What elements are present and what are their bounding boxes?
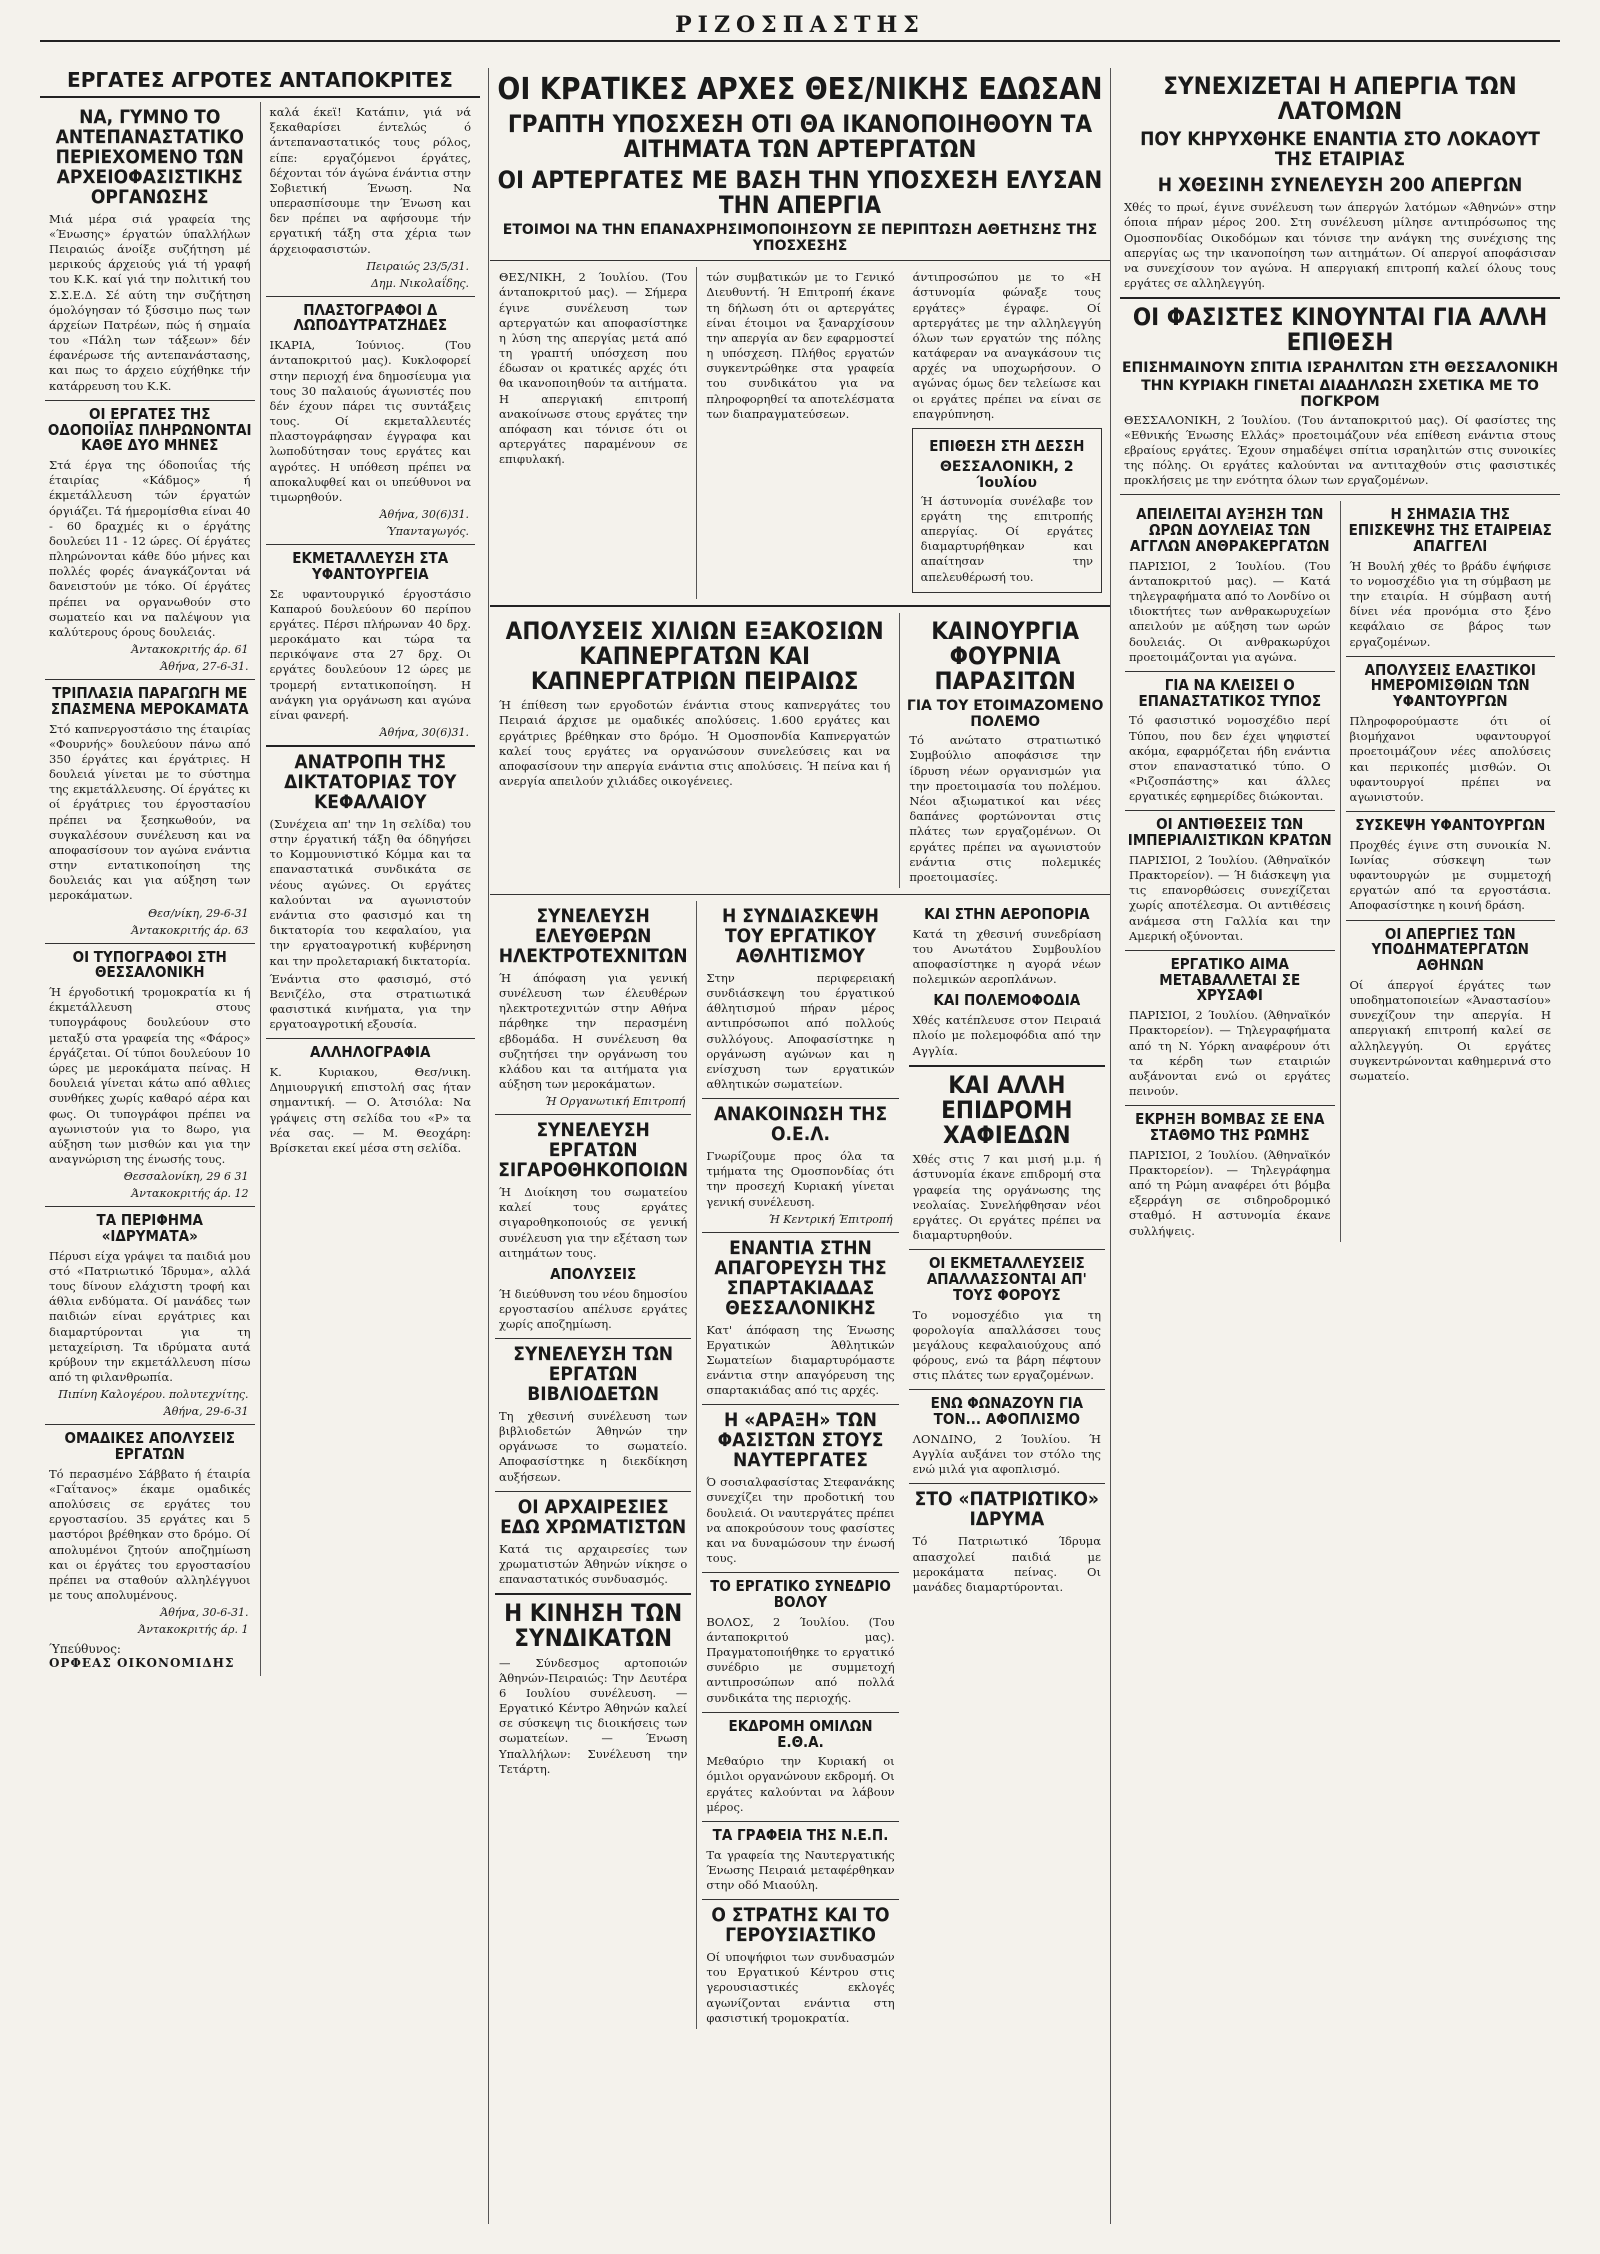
article-date: Θεσσαλονίκη, 29 6 31	[123, 1170, 249, 1184]
divider	[1125, 1105, 1335, 1106]
article-date: Θεσ/νίκη, 29-6-31	[148, 906, 249, 920]
article-body: Ή διεύθυνση του νέου δημοσίου εργοστασίου απέλυσε εργάτες χωρίς αποζημίωση.	[499, 1286, 688, 1331]
article-signature: Πειραιώς 23/5/31.	[366, 259, 469, 273]
article-body: Πέρυσι είχα γράψει τα παιδιά μου στό «Πατριωτικό Ίδρυμα», αλλά τους δίνουν ελάχιστη τροφή και άθλια ενδύματα. Οί μανάδες των παιδιών είναι εργάτριες και διαμαρτύρονται για τη μεταχείριση. Τα ιδρύματα αυτά κρύβουν την εκμετάλλευση πίσω από τη φιλανθρωπία.	[49, 1248, 251, 1385]
article-body: Στην περιφερειακή συνδιάσκεψη του έργατικού άθλητισμού πήραν μέρος αντιπρόσωποι από πολλούς συλλόγους. Αποφασίστηκε η οργάνωση αγώνων και η ενίσχυση των εργατικών αθλητικών σωματείων.	[706, 970, 895, 1092]
divider	[490, 894, 1110, 895]
article-date: Άθήνα, 30(6)31.	[379, 726, 469, 740]
article-author: Ύπανταγωγός.	[385, 525, 469, 539]
lead-headline-3: ΟΙ ΑΡΤΕΡΓΑΤΕΣ ΜΕ ΒΑΣΗ ΤΗΝ ΥΠΟΣΧΕΣΗ ΕΛΥΣΑΝ ΤΗΝ ΑΠΕΡΓΙΑ	[497, 165, 1103, 220]
divider	[1346, 920, 1556, 921]
article-headline: ΑΝΑΚΟΙΝΩΣΗ ΤΗΣ Ο.Ε.Λ.	[713, 1103, 888, 1146]
article-headline: ΚΑΙΝΟΥΡΓΙΑ ΦΟΥΡΝΙΑ ΠΑΡΑΣΙΤΩΝ	[931, 616, 1080, 696]
article-headline: ΤΑ ΠΕΡΙΦΗΜΑ «ΙΔΡΥΜΑΤΑ»	[96, 1211, 203, 1245]
article-body: Οί υποψήφιοι των συνδυασμών του Εργατικού Κέντρου στις γερουσιαστικές εκλογές αγωνίζονται ενάντια στη φασιστική τρομοκρατία.	[706, 1950, 895, 2025]
article-headline: ΕΡΓΑΤΙΚΟ ΑΙΜΑ ΜΕΤΑΒΑΛΛΕΤΑΙ ΣΕ ΧΡΥΣΑΦΙ	[1159, 954, 1301, 1005]
article-body: Ή έπίθεση των εργοδοτών ένάντια στους καπνεργάτες του Πειραιά άρχισε με ομαδικές απολύσεις. 1.600 εργάτες και εργάτριες βρέθηκαν στο δρόμο. Ή Ομοσπονδία Καπνεργατών καλεί τους εργάτες να οργανώσουν συνελεύσεις και να αποφασίσουν την απεργία ενάντια στις απολύσεις. Ή πείνα και ή ανεργία απειλούν χιλιάδες οικογένειες.	[499, 698, 891, 789]
article-body: Τό Πατριωτικό Ίδρυμα απασχολεί παιδιά με μεροκάματα πείνας. Οι μανάδες διαμαρτύρονται.	[912, 1534, 1101, 1594]
divider	[495, 1491, 691, 1492]
article-headline: ΟΙ ΑΠΕΡΓΙΕΣ ΤΩΝ ΥΠΟΔΗΜΑΤΕΡΓΑΤΩΝ ΑΘΗΝΩΝ	[1371, 924, 1529, 975]
article-headline: ΑΠΕΙΛΕΙΤΑΙ ΑΥΞΗΣΗ ΤΩΝ ΩΡΩΝ ΔΟΥΛΕΙΑΣ ΤΩΝ ΑΓΓΛΩΝ ΑΝΘΡΑΚΕΡΓΑΤΩΝ	[1129, 505, 1330, 555]
center-row-1	[490, 613, 1110, 888]
article-body: Μεθαύριο την Κυριακή οι όμιλοι οργανώνουν εκδρομή. Οι εργάτες καλούνται να λάβουν μέρος.	[706, 1754, 895, 1814]
masthead-rule	[40, 40, 1560, 42]
article-headline: ΚΑΙ ΑΛΛΗ ΕΠΙΔΡΟΜΗ ΧΑΦΙΕΔΩΝ	[941, 1070, 1073, 1150]
divider	[702, 1899, 898, 1900]
divider	[266, 745, 476, 747]
article-author: Πιπίνη Καλογέρου. πολυτεχνίτης.	[58, 1388, 249, 1402]
article-headline: ΟΙ ΑΝΤΙΘΕΣΕΙΣ ΤΩΝ ΙΜΠΕΡΙΑΛΙΣΤΙΚΩΝ ΚΡΑΤΩΝ	[1127, 815, 1332, 850]
article-headline: ΤΡΙΠΛΑΣΙΑ ΠΑΡΑΓΩΓΗ ΜΕ ΣΠΑΣΜΕΝΑ ΜΕΡΟΚΑΜΑΤΑ	[50, 684, 249, 718]
divider	[1346, 811, 1556, 812]
article-headline: ΕΚΜΕΤΑΛΛΕΥΣΗ ΣΤΑ ΥΦΑΝΤΟΥΡΓΕΙΑ	[292, 549, 449, 583]
article-signature: Άντακοκριτής άρ. 12	[131, 1187, 249, 1201]
article-headline: ΑΛΛΗΛΟΓΡΑΦΙΑ	[310, 1043, 431, 1062]
article-body: Το νομοσχέδιο για τη φορολογία απαλλάσσει τους μεγάλους κεφαλαιούχους από φόρους, ενώ τα βάρη πέφτουν στις πλάτες των εργαζομένων.	[912, 1307, 1101, 1383]
article-body: Κατ' άπόφαση της Ένωσης Εργατικών Άθλητικών Σωματείων διαμαρτυρόμαστε ενάντια στην απαγόρευση της σπαρτακιάδας από τις αρχές.	[706, 1322, 895, 1398]
right-subcolumn-b	[1341, 501, 1561, 1241]
article-headline: ΟΙ ΕΚΜΕΤΑΛΛΕΥΣΕΙΣ ΑΠΑΛΛΑΣΣΟΝΤΑΙ ΑΠ' ΤΟΥΣ ΦΟΡΟΥΣ	[926, 1254, 1087, 1304]
lead-headline-2: ΠΟΥ ΚΗΡΥΧΘΗΚΕ ΕΝΑΝΤΙΑ ΣΤΟ ΛΟΚΑΟΥΤ ΤΗΣ ΕΤΑΙΡΙΑΣ	[1140, 128, 1540, 171]
lead-body-c	[904, 267, 1110, 599]
lead-box	[912, 428, 1102, 593]
lead-headline-1: ΟΙ ΚΡΑΤΙΚΕΣ ΑΡΧΕΣ ΘΕΣ/ΝΙΚΗΣ ΕΔΩΣΑΝ	[497, 72, 1103, 107]
article-headline: ΠΛΑΣΤΟΓΡΑΦΟΙ Δ ΛΩΠΟΔΥΤΡΑΤΖΗΔΕΣ	[293, 300, 448, 335]
article-subhead: ΕΠΙΣΗΜΑΙΝΟΥΝ ΣΠΙΤΙΑ ΙΣΡΑΗΛΙΤΩΝ ΣΤΗ ΘΕΣΣΑΛΟΝΙΚΗ	[1121, 359, 1559, 376]
divider	[490, 605, 1110, 607]
divider	[495, 1593, 691, 1595]
article-body: Κατά τις αρχαιρεσίες των χρωματιστών Άθηνών νίκησε ο επαναστατικός συνδυασμός.	[499, 1541, 688, 1587]
article-subhead: ΓΙΑ ΤΟΥ ΕΤΟΙΜΑΖΟΜΕΝΟ ΠΟΛΕΜΟ	[906, 698, 1104, 731]
article-body: Στά έργα της όδοποιΐας τής έταιρίας «Κάδμος» ή έκμετάλλευση τών έργατών όργιάζει. Τά ήμερομίσθια είναι 40 - 60 δραχμές κι ο έργάτης δουλεύει 11 - 12 ώρες. Οί έργάτες πληρώνονται κάθε δύο μήνες και πολλές φορές άναγκάζονται νά δανειστούν με τόκο. Οί έργάτες πρέπει να οργανωθούν στο σωματείο και να παλέψουν για καλύτερους όρους δουλειάς.	[49, 458, 251, 639]
box-body: Ή άστυνομία συνέλαβε τον εργάτη της επιτροπής απεργίας. Οί εργάτες διαμαρτυρήθηκαν και απαίτησαν την απελευθέρωσή του.	[920, 493, 1093, 584]
article-body: Οί άπεργοί έργάτες των υποδηματοποιείων «Άναστασίου» συνεχίζουν την απεργία. Η απεργιακή επιτροπή καλεί σε αλληλεγγύη. Οι εργάτες συγκεντρώνονται καθημερινά στο σωματείο.	[1349, 977, 1551, 1083]
article-body: Ή άπόφαση για γενική συνέλευση των έλευθέρων ηλεκτροτεχνιτών στην Αθήνα πάρθηκε την περασμένη εβδομάδα. Η συνέλευση θα συζητήσει την οργάνωση του κλάδου και τα αιτήματα για αύξηση των μεροκάματων.	[499, 970, 688, 1092]
article-headline: ΓΙΑ ΝΑ ΚΛΕΙΣΕΙ Ο ΕΠΑΝΑΣΤΑΤΙΚΟΣ ΤΥΠΟΣ	[1138, 675, 1322, 710]
article-body: Τό φασιστικό νομοσχέδιο περί Τύπου, που δεν έχει ψηφιστεί ακόμα, εφαρμόζεται ήδη ενάντια στον επαναστατικό τύπο. Ο «Ριζοσπάστης» και άλλες εργατικές εφημερίδες διώκονται.	[1129, 713, 1331, 804]
left-subcolumns	[40, 102, 480, 1676]
article-body: ΘΕΣΣΑΛΟΝΙΚΗ, 2 Ίουλίου. (Του άνταποκριτού μας). Οί φασίστες της «Εθνικής Ένωσης Ελλάς» προετοιμάζουν νέα επίθεση ενάντια στους εβραίους εργάτες. Έχουν σημαδέψει σπίτια ισραηλιτών στις συνοικίες της πόλης. Οι εργάτες καλούνται να αντιταχθούν στις φασιστικές προκλήσεις με την ενότητα όλων των εργαζομένων.	[1124, 412, 1556, 488]
divider	[266, 296, 476, 297]
lead-body	[490, 267, 1110, 599]
article-headline: ΚΑΙ ΣΤΗΝ ΑΕΡΟΠΟΡΙΑ	[924, 905, 1090, 924]
divider	[1125, 810, 1335, 811]
article-footnote: Ένάντια στο φασισμό, στό Βενιζέλο, στα στρατιωτικά φασιστικά κινήματα, για την εργατοαγροτική εξουσία.	[269, 971, 471, 1032]
article-date: Άθήνα, 30(6)31.	[379, 508, 469, 522]
divider	[45, 1206, 255, 1207]
article-subhead: ΑΠΟΛΥΣΕΙΣ	[550, 1264, 637, 1283]
article-body: Τα γραφεία της Ναυτεργατικής Ένωσης Πειραιά μεταφέρθηκαν στην οδό Μιαούλη.	[706, 1847, 895, 1893]
article-headline: ΕΚΔΡΟΜΗ ΟΜΙΛΩΝ Ε.Θ.Α.	[728, 1716, 873, 1751]
lead-body-a	[490, 267, 697, 599]
article-date: Άθήνα, 30-6-31.	[160, 1606, 249, 1620]
article-headline: ΣΤΟ «ΠΑΤΡΙΩΤΙΚΟ» ΙΔΡΥΜΑ	[914, 1488, 1099, 1531]
center-row-2-b	[697, 901, 903, 2029]
article-signature: Ή Κεντρική Έπιτροπή	[768, 1212, 893, 1226]
article-body: Χθές κατέπλευσε στον Πειραιά πλοίο με πολεμοφόδια από την Αγγλία.	[912, 1013, 1101, 1058]
article-body: Μιά μέρα σιά γραφεία της «Ένωσης» έργατών ύπαλλήλων Πειραιώς άνοίξε συζήτηση μέ μερικούς άρχειούς γιά τή γραφή του Κ.Κ. καί γιά την πολιτική του Σ.Σ.Ε.Δ. Σέ αύτη την συζήτηση όμολόγησαν τό ξύσσιμο πως των άρχείων Πατρέων, πώς ή σημαία του «Πάλη των τάξεων» δέν έφανέρωσε τής αντεπανάστασης, και πως το άρχειο εύχήθηκε τήν κατάρρευση του Κ.Κ.	[49, 211, 251, 393]
divider	[909, 1389, 1105, 1390]
divider	[266, 544, 476, 545]
article-headline: Η ΚΙΝΗΣΗ ΤΩΝ ΣΥΝΔΙΚΑΤΩΝ	[504, 1599, 683, 1653]
divider	[45, 679, 255, 680]
divider	[702, 1098, 898, 1099]
divider	[490, 260, 1110, 261]
article-headline: Ο ΣΤΡΑΤΗΣ ΚΑΙ ΤΟ ΓΕΡΟΥΣΙΑΣΤΙΚΟ	[711, 1904, 890, 1947]
article-headline: Η ΣΗΜΑΣΙΑ ΤΗΣ ΕΠΙΣΚΕΨΗΣ ΤΗΣ ΕΤΑΙΡΕΙΑΣ ΑΠΑΓΓΕΛΙ	[1348, 505, 1552, 555]
lead-subhead: ΕΤΟΙΜΟΙ ΝΑ ΤΗΝ ΕΠΑΝΑΧΡΗΣΙΜΟΠΟΙΗΣΟΥΝ ΣΕ ΠΕΡΙΠΤΩΣΗ ΑΘΕΤΗΣΗΣ ΤΗΣ ΥΠΟΣΧΕΣΗΣ	[502, 222, 1098, 255]
masthead	[40, 10, 1560, 50]
article-headline: ΤΟ ΕΡΓΑΤΙΚΟ ΣΥΝΕΔΡΙΟ ΒΟΛΟΥ	[710, 1577, 891, 1611]
article-body: Στό καπνεργοστάσιο της έταιρίας «Φουρνής» δουλεύουν πάνω από 350 έργάτες και έργάτριες. Η δουλειά γίνεται με το σύστημα της εκμετάλλευσης. Οί έργάτες κι οί έργάτριες του έργοστασίου πρέπει να ξεσηκωθούν, να συγκαλέσουν συνέλευση και να αποφασίσουν τον αγώνα ενάντια στην εντατικοποίηση της δουλειάς και για αύξηση των μεροκάματων.	[49, 721, 251, 903]
article-headline: ΚΑΙ ΠΟΛΕΜΟΦΟΔΙΑ	[933, 991, 1081, 1010]
divider	[266, 1038, 476, 1039]
article-body-continued: καλά έκεϊ! Κατάπιν, γιά νά ξεκαθαρίσει έντελώς ό άντεπαναστατικός τους ρόλος, είπε: εργαζόμενοι έργάτες, δέχονται τόν άγώνα ένάντια στην Σοβιετική Ένωση. Να υπερασπίσουμε την Ένωση και δεν πρέπει να αφήσουμε τήν εργατική τάξη στα χέρια των άρχειοφασιστών.	[269, 105, 471, 256]
article-headline: ΟΜΑΔΙΚΕΣ ΑΠΟΛΥΣΕΙΣ ΕΡΓΑΤΩΝ	[64, 1429, 235, 1463]
divider	[495, 1114, 691, 1115]
divider	[1125, 950, 1335, 951]
article-body: (Συνέχεια απ' την 1η σελίδα) του στην έργατική τάξη θα όδηγήσει το Κομμουνιστικό Κόμμα και τα επαναστατικά συνδικάτα σε νέους αγώνες. Οι εργάτες καλούνται να αγωνιστούν ενάντια στο φασισμό και τη δικτατορία του κεφαλαίου, για την εργατοαγροτική κυβέρνηση και την προλεταριακή δικτατορία.	[269, 816, 471, 968]
article-body: Ό σοσιαλφασίστας Στεφανάκης συνεχίζει την προδοτική του δουλειά. Οι ναυτεργάτες πρέπει να αποκρούσουν τους φασίστες και να δυναμώσουν την ένωσή τους.	[706, 1475, 895, 1566]
article-body: τών συμβατικών με το Γενικό Διευθυντή. Ή Επιτροπή έκανε τη δήλωση ότι οι αρτεργάτες είναι έτοιμοι να ξαναρχίσουν την απεργία αν δεν εφαρμοστεί η υπόσχεση. Πλήθος εργατών συγκεντρώθηκε στα γραφεία του συνδικάτου για να πληροφορηθεί τα αποτελέσματα των διαπραγματεύσεων.	[706, 270, 895, 421]
article-headline: ΣΥΝΕΛΕΥΣΗ ΤΩΝ ΕΡΓΑΤΩΝ ΒΙΒΛΙΟΔΕΤΩΝ	[513, 1343, 674, 1406]
article-headline: ΟΙ ΤΥΠΟΓΡΑΦΟΙ ΣΤΗ ΘΕΣΣΑΛΟΝΙΚΗ	[72, 947, 227, 982]
editor-name: ΟΡΦΕΑΣ ΟΙΚΟΝΟΜΙΔΗΣ	[49, 1656, 235, 1671]
divider	[1346, 656, 1556, 657]
center-column	[490, 68, 1111, 2224]
article-body: Τη χθεσινή συνέλευση των βιβλιοδετών Άθηνών την οργάνωσε το σωματείο. Αποφασίστηκε η διεκδίκηση αυξήσεων.	[499, 1408, 688, 1484]
article-body: άντιπροσώπου με το «Η άστυνομία φώναξε τους εργάτες» έγραφε. Οί αρτεργάτες με την αλληλεγγύη όλων των εργατών της πόλης κατάφεραν να αναγκάσουν τις αρχές να υποχωρήσουν. Ο αγώνας όμως δεν τελείωσε και οι εργάτες πρέπει να είναι σε επαγρύπνηση.	[912, 270, 1101, 421]
article-body: Χθές το πρωί, έγινε συνέλευση των άπεργών λατόμων «Άθηνών» στην όποια πήραν μέρος 200. Στη συνέλευση μίλησε αντιπρόσωπος της Ομοσπονδίας Οικοδόμων και τόνισε την ανάγκη της συνέχισης της απεργίας ως την ικανοποίηση των αιτημάτων. Οί απεργοί αποφάσισαν να συνεχίσουν τον αγώνα. Η απεργιακή επιτροπή καλεί όλους τους εργάτες σε αλληλεγγύη.	[1124, 200, 1556, 291]
article-headline: ΟΙ ΑΡΧΑΙΡΕΣΙΕΣ ΕΔΩ ΧΡΩΜΑΤΙΣΤΩΝ	[500, 1495, 687, 1538]
article-headline: ΕΝΑΝΤΙΑ ΣΤΗΝ ΑΠΑΓΟΡΕΥΣΗ ΤΗΣ ΣΠΑΡΤΑΚΙΑΔΑΣ ΘΕΣΣΑΛΟΝΙΚΗΣ	[714, 1236, 887, 1319]
center-row-1-left	[490, 613, 900, 888]
divider	[45, 1424, 255, 1425]
article-headline: ΑΝΑΤΡΟΠΗ ΤΗΣ ΔΙΚΤΑΤΟΡΙΑΣ ΤΟΥ ΚΕΦΑΛΑΙΟΥ	[284, 751, 457, 814]
article-headline: ΟΙ ΕΡΓΑΤΕΣ ΤΗΣ ΟΔΟΠΟΙΪΑΣ ΠΛΗΡΩΝΟΝΤΑΙ ΚΑΘΕ ΔΥΟ ΜΗΝΕΣ	[47, 404, 252, 455]
divider	[702, 1404, 898, 1405]
article-signature: Άντακοκριτής άρ. 1	[138, 1623, 249, 1637]
article-subhead: ΤΗΝ ΚΥΡΙΑΚΗ ΓΙΝΕΤΑΙ ΔΙΑΔΗΛΩΣΗ ΣΧΕΤΙΚΑ ΜΕ ΤΟ ΠΟΓΚΡΟΜ	[1141, 377, 1539, 410]
article-body: ΘΕΣ/ΝΙΚΗ, 2 Ίουλίου. (Του άνταποκριτού μας). — Σήμερα έγινε συνέλευση των αρτεργατών και αποφασίστηκε η λύση της απεργίας μετά από τη γραπτή υπόσχεση που έδωσαν οι κρατικές αρχές ότι θα ικανοποιηθούν τα αιτήματα. Η απεργιακή επιτροπή ανακοίνωσε στους εργάτες την απόφαση και τόνισε ότι οι αρτεργάτες παραμένουν σε επιφυλακή.	[499, 270, 688, 467]
article-body: ΠΑΡΙΣΙΟΙ, 2 Ίουλίου. (Άθηναϊκόν Πρακτορείον). — Τηλεγραφήματα από τη Ν. Υόρκη αναφέρουν ότι τα κέρδη των εταιριών αυξάνονται ενώ οι εργάτες πεινούν.	[1129, 1008, 1331, 1099]
article-body: Τό περασμένο Σάββατο ή έταιρία «Γαΐτανος» έκαμε ομαδικές απολύσεις σε εργάτες του εργοστασίου. 35 εργάτες και 5 μαστόροι βρέθηκαν στο δρόμο. Οί απολυμένοι ζητούν αποζημίωση και οι έργάτες του εργοστασίου πρέπει να σταθούν αλληλέγγυοι με τους απολυμένους.	[49, 1466, 251, 1603]
article-headline: ΑΠΟΛΥΣΕΙΣ ΧΙΛΙΩΝ ΕΞΑΚΟΣΙΩΝ ΚΑΠΝΕΡΓΑΤΩΝ ΚΑΙ ΚΑΠΝΕΡΓΑΤΡΙΩΝ ΠΕΙΡΑΙΩΣ	[505, 616, 884, 696]
article-headline: ΕΝΩ ΦΩΝΑΖΟΥΝ ΓΙΑ ΤΟΝ... ΑΦΟΠΛΙΣΜΟ	[930, 1394, 1084, 1429]
center-row-2-c	[904, 901, 1110, 2029]
center-row-2	[490, 901, 1110, 2029]
divider	[702, 1232, 898, 1233]
lead-headline-1: ΣΥΝΕΧΙΖΕΤΑΙ Η ΑΠΕΡΓΙΑ ΤΩΝ ΛΑΤΟΜΩΝ	[1163, 72, 1517, 126]
article-body: Ή Βουλή χθές το βράδυ έψήφισε το νομοσχέδιο για τη σύμβαση με την εταιρία. Η σύμβαση αυτή δίνει νέα προνόμια στο ξένο κεφάλαιο σε βάρος των εργαζομένων.	[1349, 558, 1551, 649]
divider	[1120, 494, 1560, 495]
center-row-1-right	[900, 613, 1110, 888]
divider	[909, 1249, 1105, 1250]
article-signature: Άντακοκριτής άρ. 63	[131, 923, 249, 937]
article-signature: Ή Οργανωτική Επιτροπή	[544, 1095, 686, 1109]
article-body: ΛΟΝΔΙΝΟ, 2 Ίουλίου. Ή Αγγλία αυξάνει τον στόλο της ενώ μιλά για αφοπλισμό.	[912, 1431, 1101, 1477]
left-subcolumn-b	[261, 102, 481, 1676]
divider	[495, 1338, 691, 1339]
article-date: Άθήνα, 29-6-31	[163, 1405, 249, 1419]
box-dateline: ΘΕΣΣΑΛΟΝΙΚΗ, 2 Ίουλίου	[940, 458, 1074, 491]
article-body: ΠΑΡΙΣΙΟΙ, 2 Ίουλίου. (Άθηναϊκόν Πρακτορείον). — Τηλεγράφημα από τη Ρώμη αναφέρει ότι βόμβα εξερράγη σε σιδηροδρομικό σταθμό. Η αστυνομία έκανε συλλήψεις.	[1129, 1147, 1331, 1238]
article-body: Ή Διοίκηση του σωματείου καλεί τους εργάτες σιγαροθηκοποιούς σε γενική συνέλευση για την εξέταση των αιτημάτων τους.	[499, 1185, 688, 1260]
divider	[702, 1572, 898, 1573]
article-headline: ΣΥΣΚΕΨΗ ΥΦΑΝΤΟΥΡΓΩΝ	[1355, 816, 1546, 835]
right-subcolumns	[1120, 501, 1560, 1241]
article-body: ΒΟΛΟΣ, 2 Ίουλίου. (Του άνταποκριτού μας). Πραγματοποιήθηκε το εργατικό συνέδριο με συμμετοχή αντιπροσώπων από πολλά συνδικάτα της περιοχής.	[706, 1614, 895, 1705]
article-headline: ΣΥΝΕΛΕΥΣΗ ΕΡΓΑΤΩΝ ΣΙΓΑΡΟΘΗΚΟΠΟΙΩΝ	[498, 1119, 689, 1182]
article-body: ΠΑΡΙΣΙΟΙ, 2 Ίουλίου. (Άθηναϊκόν Πρακτορείον). — Ή διάσκεψη για τις επανορθώσεις συνεχίζεται χωρίς αποτέλεσμα. Οι αντιθέσεις ανάμεσα στη Γαλλία και την Αμερική οξύνονται.	[1129, 852, 1331, 943]
divider	[909, 1483, 1105, 1484]
section-title: ΕΡΓΑΤΕΣ ΑΓΡΟΤΕΣ ΑΝΤΑΠΟΚΡΙΤΕΣ	[40, 68, 480, 98]
article-headline: ΝΑ, ΓΥΜΝΟ ΤΟ ΑΝΤΕΠΑΝΑΣΤΑΤΙΚΟ ΠΕΡΙΕΧΟΜΕΝΟ ΤΩΝ ΑΡΧΕΙΟΦΑΣΙΣΤΙΚΗΣ ΟΡΓΑΝΩΣΗΣ	[55, 106, 244, 208]
left-column	[40, 68, 489, 2224]
box-title: ΕΠΙΘΕΣΗ ΣΤΗ ΔΕΣΣΗ	[929, 436, 1085, 455]
divider	[702, 1712, 898, 1713]
article-headline: ΕΚΡΗΞΗ ΒΟΜΒΑΣ ΣΕ ΕΝΑ ΣΤΑΘΜΟ ΤΗΣ ΡΩΜΗΣ	[1135, 1110, 1325, 1144]
divider	[909, 1065, 1105, 1067]
divider	[1125, 671, 1335, 672]
article-signature: Άντακοκριτής άρ. 61	[131, 643, 249, 657]
article-body: Τό ανώτατο στρατιωτικό Συμβούλιο αποφάσισε την ίδρυση νέων οργανισμών για την προετοιμασία του πολέμου. Νέοι αξιωματικοί και νέες δαπάνες φορτώνονται στις πλάτες των εργαζομένων. Οι εργάτες πρέπει να αγωνιστούν ενάντια στις πολεμικές προετοιμασίες.	[909, 733, 1101, 884]
divider	[45, 400, 255, 401]
article-body: Χθές στις 7 και μισή μ.μ. ή άστυνομία έκανε επιδρομή στα γραφεία της οργάνωσης της νεολαίας. Συνελήφθησαν νέοι εργάτες. Οι εργάτες πρέπει να διαμαρτυρηθούν.	[912, 1152, 1101, 1243]
article-headline: ΣΥΝΕΛΕΥΣΗ ΕΛΕΥΘΕΡΩΝ ΗΛΕΚΤΡΟΤΕΧΝΙΤΩΝ	[498, 905, 688, 967]
article-headline: ΟΙ ΦΑΣΙΣΤΕΣ ΚΙΝΟΥΝΤΑΙ ΓΙΑ ΑΛΛΗ ΕΠΙΘΕΣΗ	[1132, 303, 1548, 357]
article-body: Πληροφορούμαστε ότι οί βιομήχανοι υφαντουργοί προετοιμάζουν νέες απολύσεις και περικοπές μισθών. Οι υφαντουργοί πρέπει να αγωνιστούν.	[1349, 713, 1551, 804]
lead-headline-2: ΓΡΑΠΤΗ ΥΠΟΣΧΕΣΗ ΟΤΙ ΘΑ ΙΚΑΝΟΠΟΙΗΘΟΥΝ ΤΑ ΑΙΤΗΜΑΤΑ ΤΩΝ ΑΡΤΕΡΓΑΤΩΝ	[507, 109, 1093, 163]
article-headline: ΑΠΟΛΥΣΕΙΣ ΕΛΑΣΤΙΚΟΙ ΗΜΕΡΟΜΙΣΘΙΩΝ ΤΩΝ ΥΦΑΝΤΟΥΡΓΩΝ	[1364, 660, 1536, 711]
paper-name: ΡΙΖΟΣΠΑΣΤΗΣ	[675, 12, 925, 38]
article-date: Άθήνα, 27-6-31.	[160, 660, 249, 674]
lead-headline-3: Η ΧΘΕΣΙΝΗ ΣΥΝΕΛΕΥΣΗ 200 ΑΠΕΡΓΩΝ	[1157, 174, 1523, 197]
article-body: Προχθές έγινε στη συνοικία Ν. Ιωνίας σύσκεψη των υφαντουργών με συμμετοχή εργατών από τα εργοστάσια. Αποφασίστηκε η κοινή δράση.	[1349, 837, 1551, 913]
article-body: Ή έργοδοτική τρομοκρατία κι ή έκμετάλλευση στους τυπογράφους δουλεύουν στο μεταξύ στα γραφεία της «Φάρος» έργάζεται. Οί τύποι δουλεύουν 10 ώρες με μεροκάματα πείνας. Η δουλειά γίνεται κάτω από αθλιες συνθήκες χωρίς καθαρό αέρα και φως. Οι τυπογράφοι πρέπει να αγωνιστούν για το 8ωρο, για αύξηση των μισθών και για την αναγνώριση της ένωσής τους.	[49, 985, 251, 1167]
divider	[702, 1821, 898, 1822]
editor-label: Ύπεύθυνος:	[49, 1642, 121, 1657]
article-body: — Σύνδεσμος αρτοποιών Άθηνών-Πειραιώς: Την Δευτέρα 6 Ιουλίου συνέλευση. — Εργατικό Κέντρο Άθηνών καλεί σε σύσκεψη τις διοικήσεις των σωματείων. — Ένωση Υπαλλήλων: Συνέλευση την Τετάρτη.	[499, 1655, 688, 1776]
editor-credit	[49, 1642, 251, 1670]
article-body: Σε υφαντουργικό έργοστάσιο Καπαρού δουλεύουν 60 περίπου εργάτες. Πέρσι πλήρωναν 40 δρχ. μεροκάματο και τώρα τα περικόψανε στα 27 δρχ. Οι εργάτες δουλεύουν 12 ώρες με τρομερή εντατικοποίηση. Η ανάγκη για οργάνωση και αγώνα είναι φανερή.	[269, 586, 471, 722]
article-headline: Η «ΑΡΑΞΗ» ΤΩΝ ΦΑΣΙΣΤΩΝ ΣΤΟΥΣ ΝΑΥΤΕΡΓΑΤΕΣ	[717, 1409, 884, 1472]
article-body: ΠΑΡΙΣΙΟΙ, 2 Ίουλίου. (Του άνταποκριτού μας). — Κατά τηλεγραφήματα από το Λονδίνο οι ιδιοκτήτες των ανθρακωρυχείων απειλούν με αύξηση των ωρών δουλειάς. Οι ανθρακωρύχοι προετοιμάζονται για αγώνα.	[1129, 558, 1331, 664]
center-row-2-a	[490, 901, 697, 2029]
article-body: ΙΚΑΡΙΑ, Ίούνιος. (Του άνταποκριτού μας). Κυκλοφορεί στην περιοχή ένα δημοσίευμα για τους 30 παλαιούς άγωνιστές που δέν έχουν πάρει τις συντάξεις τους. Οί εκμεταλλευτές πλαστογράφησαν έγγραφα και λωποδύτησαν τους εργάτες και αγρότες. Η υπόθεση πρέπει να αποκαλυφθεί και οι υπεύθυνοι να τιμωρηθούν.	[269, 338, 471, 504]
divider	[45, 943, 255, 944]
right-subcolumn-a	[1120, 501, 1341, 1241]
article-body: Κ. Κυριακου, Θεσ/νικη. Δημιουργική επιστολή σας ήταν σημαντική. — Ο. Άτσιόλα: Να γράψεις στη σελίδα του «Ρ» τα νέα σας. — Μ. Θεοχάρη: Βρίσκεται εκεί μέσα στη σελίδα.	[269, 1065, 471, 1155]
article-author: Δημ. Νικολαΐδης.	[370, 276, 469, 290]
article-headline: ΤΑ ΓΡΑΦΕΙΑ ΤΗΣ Ν.Ε.Π.	[712, 1825, 889, 1844]
article-body: Γνωρίζουμε προς όλα τα τμήματα της Ομοσπονδίας ότι την προσεχή Κυριακή γίνεται γενική συνέλευση.	[706, 1149, 895, 1209]
article-body: Κατά τη χθεσινή συνεδρίαση του Ανωτάτου Συμβουλίου αποφασίστηκε η αγορά νέων πολεμικών αεροπλάνων.	[912, 926, 1101, 987]
left-subcolumn-a	[40, 102, 261, 1676]
lead-body-b	[697, 267, 903, 599]
article-headline: Η ΣΥΝΔΙΑΣΚΕΨΗ ΤΟΥ ΕΡΓΑΤΙΚΟΥ ΑΘΛΗΤΙΣΜΟΥ	[722, 905, 879, 967]
right-column	[1120, 68, 1560, 2224]
divider	[1120, 297, 1560, 299]
